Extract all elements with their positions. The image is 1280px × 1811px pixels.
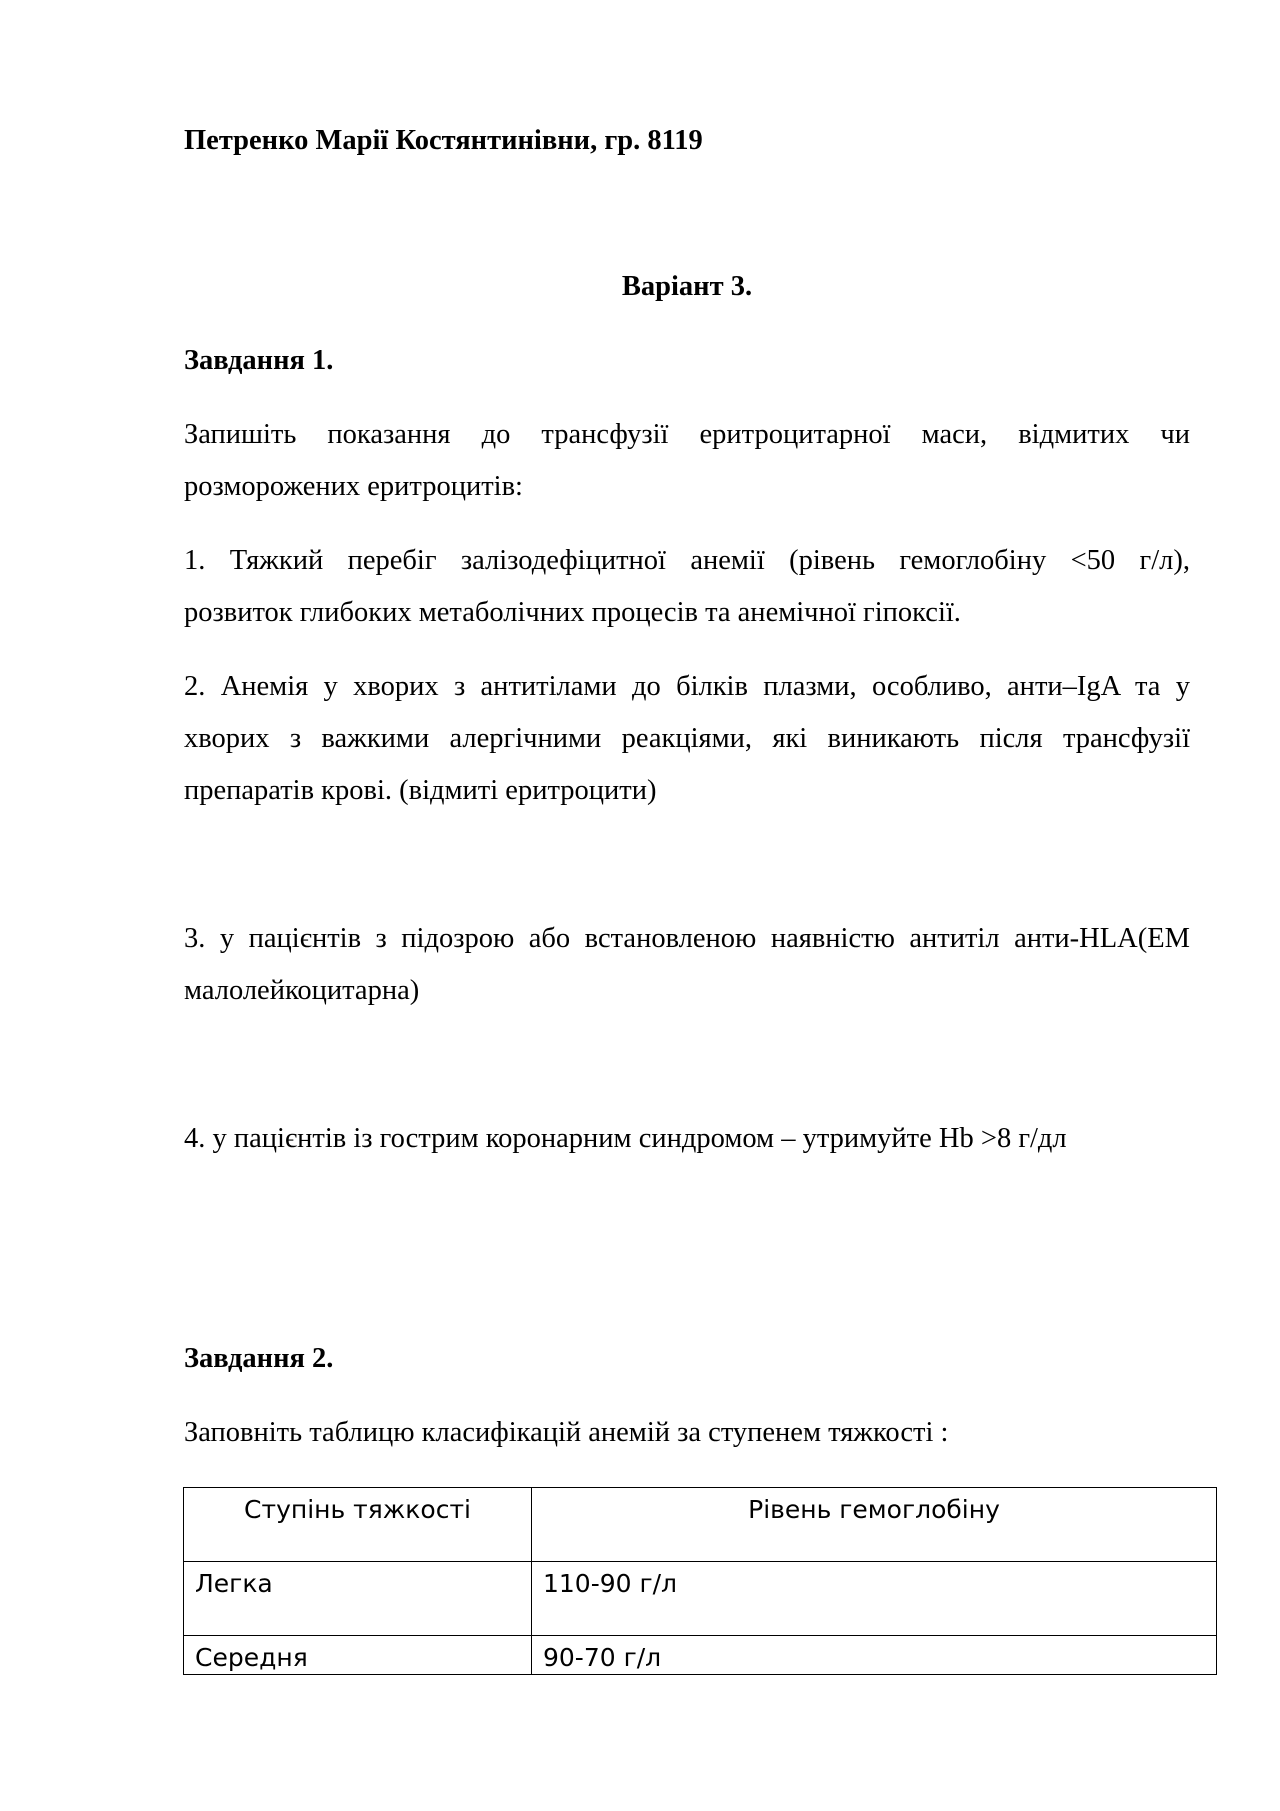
task1-item3-line1: 3. у пацієнтів з підозрою або встановленою наявністю антитіл анти-HLA(ЕМ	[184, 923, 1190, 954]
task1-item1-line1: 1. Тяжкий перебіг залізодефіцитної анемії (рівень гемоглобіну <50 г/л),	[184, 545, 1190, 576]
table-row	[184, 1562, 1217, 1636]
table-row	[184, 1636, 1217, 1675]
task1-item1-line2: розвиток глибоких метаболічних процесів та анемічної гіпоксії.	[184, 597, 961, 628]
table-cell: 90-70 г/л	[532, 1636, 1217, 1675]
table-cell: Легка	[184, 1562, 532, 1636]
author-line: Петренко Марії Костянтинівни, гр. 8119	[184, 125, 703, 156]
table-cell: Середня	[184, 1636, 532, 1675]
task1-item2-line3: препаратів крові. (відмиті еритроцити)	[184, 775, 657, 806]
variant-title: Варіант 3.	[621, 271, 753, 302]
task1-item3-line2: малолейкоцитарна)	[184, 975, 420, 1006]
table-cell: 110-90 г/л	[532, 1562, 1217, 1636]
anemia-severity-table	[183, 1487, 1217, 1675]
task1-intro-line2: розморожених еритроцитів:	[184, 471, 523, 502]
task2-heading: Завдання 2.	[184, 1343, 334, 1374]
task1-item2-line1: 2. Анемія у хворих з антитілами до білків плазми, особливо, анти–IgA та у	[184, 671, 1190, 702]
table-header-row	[184, 1488, 1217, 1562]
table-header-cell: Ступінь тяжкості	[184, 1488, 532, 1562]
task1-intro-line1: Запишіть показання до трансфузії еритроцитарної маси, відмитих чи	[184, 419, 1190, 450]
task1-item4-line1: 4. у пацієнтів із гострим коронарним синдромом – утримуйте Hb >8 г/дл	[184, 1123, 1067, 1154]
table-header-cell: Рівень гемоглобіну	[532, 1488, 1217, 1562]
task1-item2-line2: хворих з важкими алергічними реакціями, які виникають після трансфузії	[184, 723, 1190, 754]
task1-heading: Завдання 1.	[184, 345, 334, 376]
task2-intro: Заповніть таблицю класифікацій анемій за ступенем тяжкості :	[184, 1417, 949, 1448]
